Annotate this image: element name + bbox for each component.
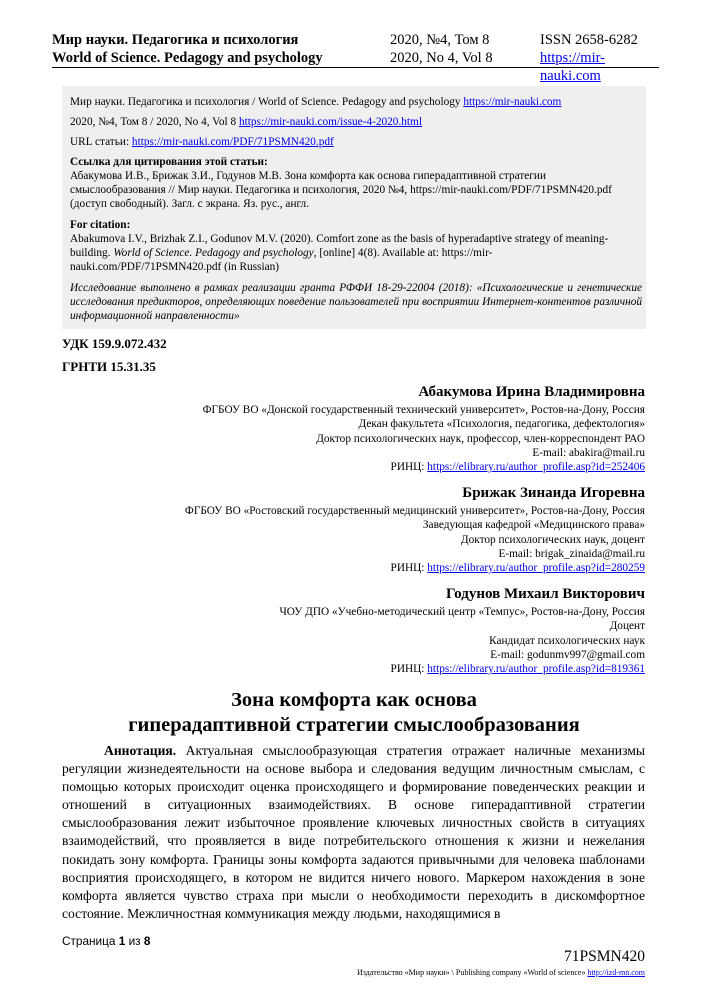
abstract-text: Актуальная смыслообразующая стратегия отражает наличные механизмы регуляции жизнедеятельности на основе выбора и следования ведущим личностным смыслам, с помощью которых происходит оценка происходящего и формирование поведенческих реакции и отношений в ситуационных взаимодействиях. В основе гиперадаптивной стратегии смыслообразования лежит избыточное проявление ключевых личностных свойств в ситуациях взаимодействий, что проявляется в виде потребительского отношения к жизни и нежелания покидать зону комфорта. Границы зоны комфорта задаются привычными для человека шаблонами восприятия происходящего, в котором не видится ничего нового. Маркером нахождения в зоне комфорта является чувство страха при мысли о необходимости переходить в дискомфортное состояние. Межличностная коммуникация между людьми, находящимися в	[62, 743, 645, 921]
author-rinc: РИНЦ: https://elibrary.ru/author_profile.asp?id=252406	[390, 461, 645, 474]
journal-header	[52, 31, 659, 85]
publisher-line: Издательство «Мир науки» \ Publishing company «World of science» http://izd-mn.com	[357, 968, 645, 977]
author-name: Брижак Зинаида Игоревна	[462, 485, 645, 501]
citation-en-journal: World of Science. Pedagogy and psychology	[113, 247, 314, 259]
author-position: Декан факультета «Психология, педагогика, дефектология»	[358, 418, 645, 431]
citation-en-text-2: , [online] 4(8). Available at: https://mir-nauki.com/PDF/71PSMN420.pdf (in Russian)	[70, 247, 493, 273]
article-code: 71PSMN420	[564, 948, 645, 965]
journal-site-link[interactable]: https://mir-nauki.com	[540, 50, 605, 84]
author-name: Абакумова Ирина Владимировна	[418, 384, 645, 400]
journal-url-link[interactable]: https://mir-nauki.com	[463, 96, 562, 108]
issue-ru: 2020, №4, Том 8	[390, 32, 490, 48]
author-block-1	[203, 383, 645, 474]
citation-ru-heading: Ссылка для цитирования этой статьи:	[70, 156, 268, 168]
citation-en	[70, 218, 642, 274]
article-title-line-2: гиперадаптивной стратегии смыслообразования	[128, 714, 580, 736]
author-email: E-mail: abakira@mail.ru	[532, 446, 645, 459]
author-email: E-mail: godunmv997@gmail.com	[490, 648, 645, 661]
author-rinc: РИНЦ: https://elibrary.ru/author_profile.asp?id=280259	[390, 562, 645, 575]
header-divider	[52, 67, 659, 68]
grnti-code: ГРНТИ 15.31.35	[62, 359, 156, 374]
author-degree: Доктор психологических наук, профессор, член-корреспондент РАО	[316, 432, 645, 445]
author-affiliation: ФГБОУ ВО «Донской государственный технический университет», Ростов-на-Дону, Россия	[202, 404, 645, 416]
article-url-link[interactable]: https://mir-nauki.com/PDF/71PSMN420.pdf	[131, 136, 334, 148]
author-block-3	[279, 585, 645, 676]
author-name: Годунов Михаил Викторович	[445, 586, 645, 602]
author-rinc: РИНЦ: https://elibrary.ru/author_profile.asp?id=819361	[390, 663, 645, 676]
author-position: Доцент	[609, 620, 645, 633]
rinc-link[interactable]: https://elibrary.ru/author_profile.asp?id=252406	[427, 461, 645, 474]
citation-en-heading: For citation:	[70, 219, 131, 231]
abstract-label: Аннотация.	[104, 743, 177, 758]
issn: ISSN 2658-6282	[540, 32, 638, 48]
citation-en-text-1: Abakumova I.V., Brizhak Z.I., Godunov M.V. (2020). Comfort zone as the basis of hyperadaptive strategy of meaning-building.	[70, 233, 609, 259]
citation-box	[62, 86, 646, 329]
author-position: Заведующая кафедрой «Медицинского права»	[422, 519, 645, 532]
author-degree: Доктор психологических наук, доцент	[460, 533, 645, 546]
journal-title-ru: Мир науки. Педагогика и психология	[52, 32, 299, 48]
article-url-line: URL статьи: https://mir-nauki.com/PDF/71PSMN420.pdf	[70, 136, 334, 148]
issue-url-link[interactable]: https://mir-nauki.com/issue-4-2020.html	[238, 116, 422, 128]
author-affiliation: ЧОУ ДПО «Учебно-методический центр «Темпус», Ростов-на-Дону, Россия	[279, 606, 645, 618]
publisher-link[interactable]: http://izd-mn.com	[587, 968, 645, 977]
citation-ru-text: Абакумова И.В., Брижак З.И., Годунов М.В. Зона комфорта как основа гиперадаптивной стратегии смыслообразования // Мир науки. Педагогика и психология, 2020 №4, https://mir-nauki.com/PDF/71PSMN420.pdf (доступ свободный). Загл. с экрана. Яз. рус., англ.	[70, 170, 612, 210]
article-title	[62, 688, 646, 738]
author-affiliation: ФГБОУ ВО «Ростовский государственный медицинский университет», Ростов-на-Дону, Россия	[184, 505, 645, 517]
issue-en: 2020, No 4, Vol 8	[390, 50, 493, 66]
author-degree: Кандидат психологических наук	[489, 634, 645, 647]
author-block-2	[185, 484, 645, 575]
article-title-line-1: Зона комфорта как основа	[231, 689, 477, 711]
issue-line: 2020, №4, Том 8 / 2020, No 4, Vol 8 https://mir-nauki.com/issue-4-2020.html	[70, 116, 422, 128]
page-counter: Страница 1 из 8	[62, 934, 151, 948]
author-email: E-mail: brigak_zinaida@mail.ru	[498, 547, 645, 560]
journal-title-en: World of Science. Pedagogy and psychology	[52, 50, 323, 66]
grant-note: Исследование выполнено в рамках реализации гранта РФФИ 18-29-22004 (2018): «Психологические и генетические исследования предикторов, определяющих поведение пользователей при восприятии Интернет-контентов различной информационной направленности»	[70, 282, 642, 322]
rinc-link[interactable]: https://elibrary.ru/author_profile.asp?id=819361	[427, 663, 645, 676]
abstract	[62, 742, 645, 923]
rinc-link[interactable]: https://elibrary.ru/author_profile.asp?id=280259	[427, 562, 645, 575]
udk-code: УДК 159.9.072.432	[62, 336, 167, 351]
citation-ru	[70, 155, 642, 211]
journal-line: Мир науки. Педагогика и психология / World of Science. Pedagogy and psychology https://mir-nauki.com	[70, 96, 562, 108]
